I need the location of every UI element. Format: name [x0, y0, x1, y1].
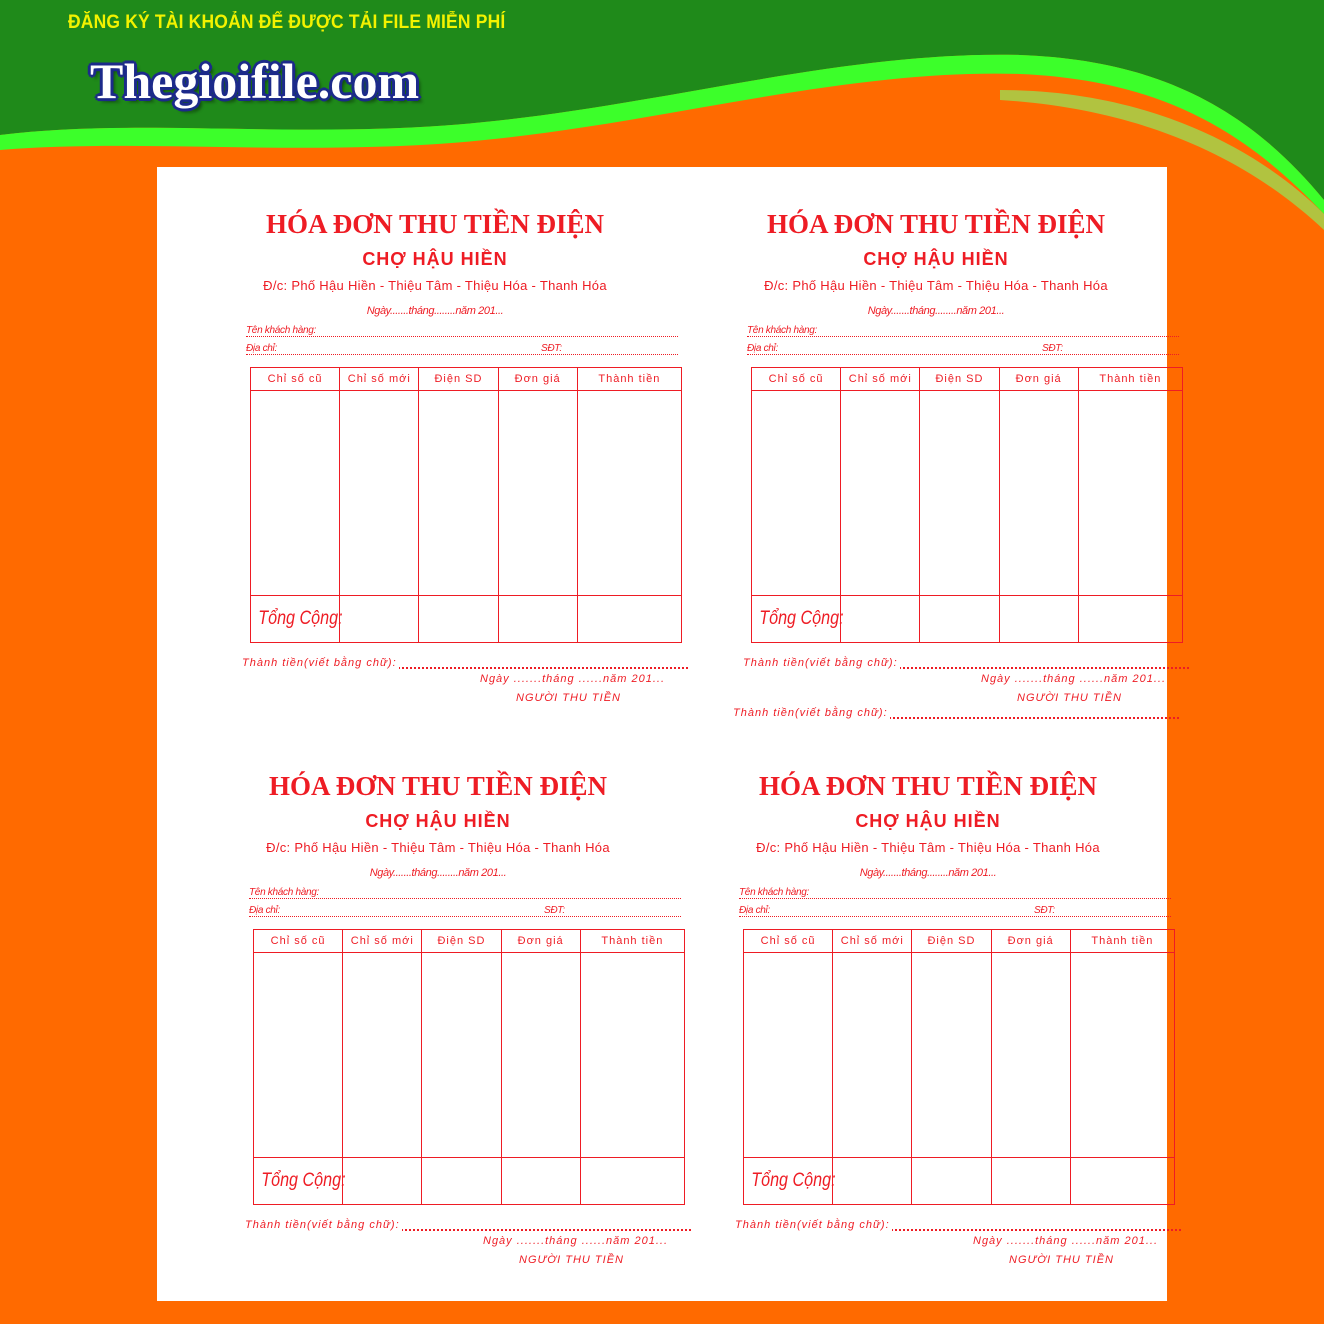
col-old-index: Chỉ số cũ — [744, 930, 833, 953]
customer-address-field[interactable] — [739, 905, 1171, 919]
col-old-index: Chỉ số cũ — [752, 368, 841, 391]
amount-in-words-label: Thành tiền(viết bằng chữ): — [735, 1219, 890, 1231]
signature-date: Ngày .......tháng ......năm 201... — [480, 673, 666, 685]
phone-label: SĐT: — [1034, 905, 1055, 916]
customer-name-label: Tên khách hàng: — [246, 325, 316, 336]
invoice-subtitle: CHỢ HẬU HIỀN — [863, 249, 1009, 269]
col-usage: Điện SD — [422, 930, 501, 953]
collector-label: NGƯỜI THU TIỀN — [516, 692, 621, 704]
site-logo[interactable]: Thegioifile.com — [90, 53, 420, 109]
invoice-address: Đ/c: Phố Hậu Hiền - Thiệu Tâm - Thiệu Hóa - Thanh Hóa — [756, 840, 1100, 855]
col-usage: Điện SD — [912, 930, 991, 953]
dotted-line — [249, 898, 681, 899]
collector-label: NGƯỜI THU TIỀN — [1009, 1254, 1114, 1266]
total-label: Tổng Cộng: — [254, 1157, 330, 1204]
meter-readings-table — [253, 929, 685, 1205]
invoice-title: HÓA ĐƠN THU TIỀN ĐIỆN — [265, 209, 605, 239]
invoice-date: Ngày.......tháng........năm 201... — [369, 867, 507, 879]
invoice-subtitle: CHỢ HẬU HIỀN — [362, 249, 508, 269]
col-amount: Thành tiền — [1070, 930, 1174, 953]
dotted-line — [246, 336, 678, 337]
col-new-index: Chỉ số mới — [343, 930, 422, 953]
table-row — [251, 391, 682, 595]
table-row — [752, 391, 1183, 595]
invoice-title: HÓA ĐƠN THU TIỀN ĐIỆN — [766, 209, 1106, 239]
customer-address-field[interactable] — [747, 343, 1179, 357]
collector-label: NGƯỜI THU TIỀN — [519, 1254, 624, 1266]
col-unit-price: Đơn giá — [498, 368, 577, 391]
dotted-line — [747, 336, 1179, 337]
amount-in-words-field[interactable] — [735, 1219, 1181, 1233]
paper-sheet — [157, 167, 1167, 1301]
amount-in-words-label: Thành tiền(viết bằng chữ): — [743, 657, 898, 669]
amount-in-words-label: Thành tiền(viết bằng chữ): — [245, 1219, 400, 1231]
col-old-index: Chỉ số cũ — [251, 368, 340, 391]
invoice-copy — [693, 729, 1173, 1289]
customer-name-label: Tên khách hàng: — [747, 325, 817, 336]
invoice-subtitle: CHỢ HẬU HIỀN — [855, 811, 1001, 831]
invoice-title: HÓA ĐƠN THU TIỀN ĐIỆN — [758, 771, 1098, 801]
customer-address-field[interactable] — [249, 905, 681, 919]
signature-date: Ngày .......tháng ......năm 201... — [483, 1235, 669, 1247]
amount-in-words-label: Thành tiền(viết bằng chữ): — [733, 707, 888, 719]
table-row — [254, 953, 685, 1157]
col-amount: Thành tiền — [577, 368, 681, 391]
invoice-address: Đ/c: Phố Hậu Hiền - Thiệu Tâm - Thiệu Hóa - Thanh Hóa — [263, 278, 607, 293]
customer-name-field[interactable] — [246, 325, 678, 339]
total-row — [752, 595, 1183, 642]
signature-date: Ngày .......tháng ......năm 201... — [973, 1235, 1159, 1247]
dotted-line — [249, 916, 681, 917]
invoice-address: Đ/c: Phố Hậu Hiền - Thiệu Tâm - Thiệu Hóa - Thanh Hóa — [764, 278, 1108, 293]
col-new-index: Chỉ số mới — [841, 368, 920, 391]
customer-address-label: Địa chỉ: — [249, 905, 280, 916]
col-amount: Thành tiền — [1078, 368, 1182, 391]
invoice-address: Đ/c: Phố Hậu Hiền - Thiệu Tâm - Thiệu Hóa - Thanh Hóa — [266, 840, 610, 855]
meter-readings-table — [250, 367, 682, 643]
customer-address-label: Địa chỉ: — [246, 343, 277, 354]
table-row — [744, 953, 1175, 1157]
total-label: Tổng Cộng: — [744, 1157, 820, 1204]
customer-name-field[interactable] — [739, 887, 1171, 901]
dotted-line — [739, 916, 1171, 917]
amount-in-words-field[interactable] — [242, 657, 688, 671]
meter-readings-table — [751, 367, 1183, 643]
col-new-index: Chỉ số mới — [833, 930, 912, 953]
col-new-index: Chỉ số mới — [340, 368, 419, 391]
customer-name-field[interactable] — [249, 887, 681, 901]
phone-label: SĐT: — [541, 343, 562, 354]
promo-text: ĐĂNG KÝ TÀI KHOẢN ĐỂ ĐƯỢC TẢI FILE MIỄN PHÍ — [68, 12, 506, 33]
invoice-title: HÓA ĐƠN THU TIỀN ĐIỆN — [268, 771, 608, 801]
col-unit-price: Đơn giá — [999, 368, 1078, 391]
total-row — [744, 1157, 1175, 1204]
dotted-line — [739, 898, 1171, 899]
col-usage: Điện SD — [419, 368, 498, 391]
customer-name-label: Tên khách hàng: — [739, 887, 809, 898]
customer-name-field[interactable] — [747, 325, 1179, 339]
amount-in-words-label: Thành tiền(viết bằng chữ): — [242, 657, 397, 669]
customer-name-label: Tên khách hàng: — [249, 887, 319, 898]
customer-address-field[interactable] — [246, 343, 678, 357]
col-unit-price: Đơn giá — [991, 930, 1070, 953]
invoice-date: Ngày.......tháng........năm 201... — [867, 305, 1005, 317]
invoice-copy — [203, 729, 683, 1289]
customer-address-label: Địa chỉ: — [739, 905, 770, 916]
col-unit-price: Đơn giá — [501, 930, 580, 953]
invoice-date: Ngày.......tháng........năm 201... — [366, 305, 504, 317]
dotted-line — [246, 354, 678, 355]
phone-label: SĐT: — [544, 905, 565, 916]
col-old-index: Chỉ số cũ — [254, 930, 343, 953]
total-label: Tổng Cộng: — [752, 595, 828, 642]
total-row — [251, 595, 682, 642]
collector-label: NGƯỜI THU TIỀN — [1017, 692, 1122, 704]
dotted-line — [747, 354, 1179, 355]
invoice-copy — [701, 167, 1181, 727]
amount-in-words-field[interactable] — [245, 1219, 691, 1233]
signature-date: Ngày .......tháng ......năm 201... — [981, 673, 1167, 685]
invoice-subtitle: CHỢ HẬU HIỀN — [365, 811, 511, 831]
col-usage: Điện SD — [920, 368, 999, 391]
phone-label: SĐT: — [1042, 343, 1063, 354]
total-row — [254, 1157, 685, 1204]
invoice-copy — [200, 167, 680, 727]
amount-in-words-field[interactable] — [733, 707, 1179, 721]
customer-address-label: Địa chỉ: — [747, 343, 778, 354]
amount-in-words-field[interactable] — [743, 657, 1189, 671]
col-amount: Thành tiền — [580, 930, 684, 953]
invoice-date: Ngày.......tháng........năm 201... — [859, 867, 997, 879]
meter-readings-table — [743, 929, 1175, 1205]
total-label: Tổng Cộng: — [251, 595, 327, 642]
